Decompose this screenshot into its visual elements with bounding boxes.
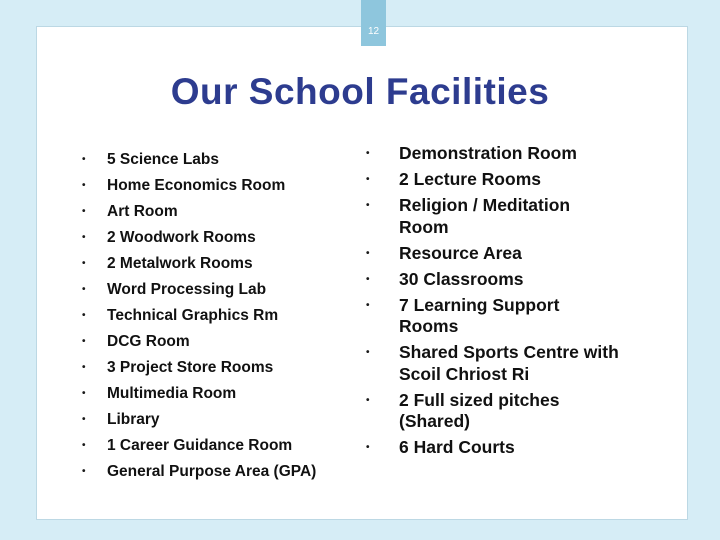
list-item [370, 243, 660, 265]
list-item-text: • 2 Metalwork Rooms [107, 255, 253, 272]
list-item-text: • Word Processing Lab [107, 281, 267, 298]
list-item [370, 143, 660, 165]
list-item-text: • Shared Sports Centre with Scoil Chriost Ri [399, 342, 619, 384]
list-item-text: • 1 Career Guidance Room [107, 437, 293, 454]
list-item [78, 462, 332, 483]
list-item [78, 280, 338, 301]
list-item [78, 306, 338, 327]
list-item-text: • Multimedia Room [107, 385, 237, 402]
list-item [370, 269, 660, 291]
list-item [78, 150, 338, 171]
list-item [78, 332, 338, 353]
list-item [78, 254, 338, 275]
list-item [370, 390, 614, 433]
list-item [78, 176, 338, 197]
list-item-text: • 2 Full sized pitches (Shared) [399, 389, 560, 431]
list-item [78, 228, 338, 249]
list-item [370, 437, 660, 459]
list-item-text: • 6 Hard Courts [399, 437, 515, 457]
list-item [78, 202, 338, 223]
list-item-text: • Technical Graphics Rm [107, 307, 279, 324]
list-item-text: • Library [107, 411, 160, 428]
list-item-text: • 30 Classrooms [399, 268, 524, 289]
list-item-text: • Resource Area [399, 242, 522, 263]
list-item-text: • Religion / Meditation Room [399, 195, 571, 237]
list-item [78, 410, 338, 431]
list-item-text: • Art Room [107, 203, 178, 220]
list-item-text: • DCG Room [107, 333, 190, 350]
list-item [370, 195, 624, 238]
page-number-tab [361, 0, 386, 46]
list-item-text: • 2 Woodwork Rooms [107, 229, 256, 246]
list-item-text: • Home Economics Room [107, 177, 286, 194]
list-item-text: • 3 Project Store Rooms [107, 359, 274, 376]
list-item-text: • General Purpose Area (GPA) [107, 463, 317, 480]
list-item [370, 169, 660, 191]
list-item [370, 342, 654, 385]
list-item-text: • 2 Lecture Rooms [399, 169, 541, 189]
list-item [78, 358, 338, 379]
left-facility-list [78, 150, 338, 488]
slide-title: Our School Facilities [170, 71, 550, 112]
list-item-text: • Demonstration Room [399, 143, 577, 163]
list-item [78, 384, 338, 405]
right-facility-list [370, 143, 660, 463]
list-item [78, 436, 338, 457]
page-number: 12 [367, 26, 380, 37]
list-item-text: • 7 Learning Support Rooms [399, 294, 560, 336]
list-item [370, 295, 614, 338]
list-item-text: • 5 Science Labs [107, 151, 220, 168]
